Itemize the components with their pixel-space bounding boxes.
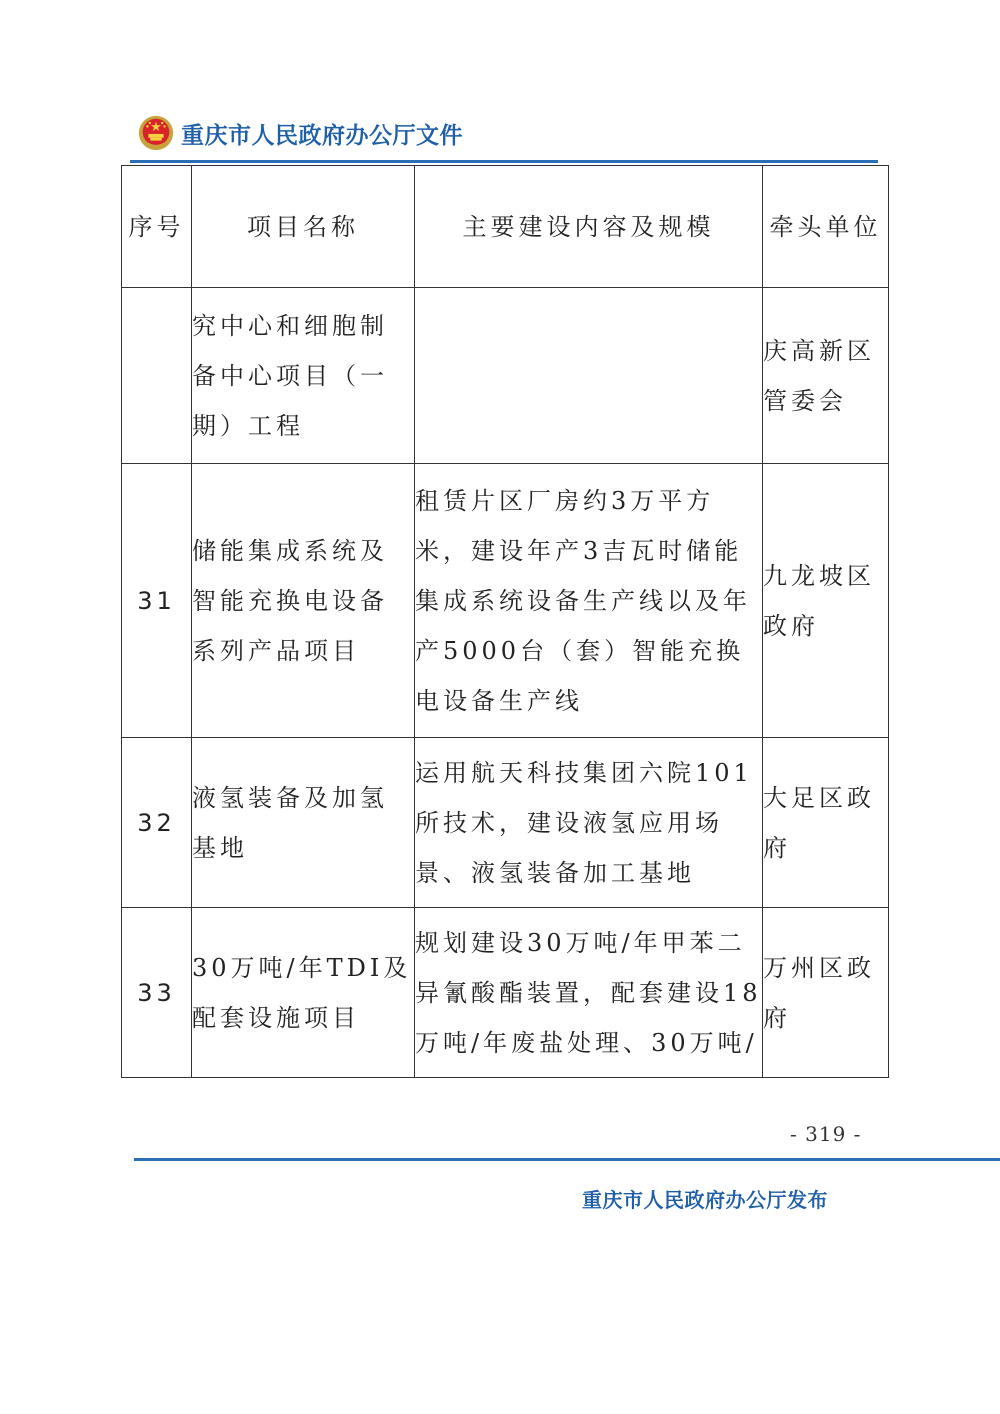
column-header-name: 项目名称 [192, 166, 415, 288]
table-row [122, 464, 889, 738]
header-title: 重庆市人民政府办公厅文件 [181, 121, 463, 149]
project-table [121, 165, 889, 1078]
row-lead-unit: 大足区政府 [763, 738, 889, 908]
table-row [122, 908, 889, 1078]
column-header-lead: 牵头单位 [763, 166, 889, 288]
row-content: 租赁片区厂房约3万平方米，建设年产3吉瓦时储能集成系统设备生产线以及年产5000台（套）智能充换电设备生产线 [415, 464, 763, 738]
row-index: 32 [122, 738, 192, 908]
row-content: 规划建设30万吨/年甲苯二异氰酸酯装置，配套建设18万吨/年废盐处理、30万吨/ [415, 908, 763, 1078]
table-row [122, 288, 889, 464]
table-header-row [122, 166, 889, 288]
row-lead-unit: 庆高新区管委会 [763, 288, 889, 464]
table-row [122, 738, 889, 908]
row-index: 33 [122, 908, 192, 1078]
row-project-name: 液氢装备及加氢基地 [192, 738, 415, 908]
national-emblem-icon [137, 114, 175, 152]
row-index [122, 288, 192, 464]
page-number: - 319 - [790, 1122, 862, 1146]
row-content [415, 288, 763, 464]
row-index: 31 [122, 464, 192, 738]
header-divider [130, 160, 878, 163]
row-lead-unit: 万州区政府 [763, 908, 889, 1078]
row-project-name: 储能集成系统及智能充换电设备系列产品项目 [192, 464, 415, 738]
footer-divider [134, 1158, 1000, 1161]
row-project-name: 30万吨/年TDI及配套设施项目 [192, 908, 415, 1078]
column-header-content: 主要建设内容及规模 [415, 166, 763, 288]
column-header-index: 序号 [122, 166, 192, 288]
row-content: 运用航天科技集团六院101所技术，建设液氢应用场景、液氢装备加工基地 [415, 738, 763, 908]
row-lead-unit: 九龙坡区政府 [763, 464, 889, 738]
footer-publisher: 重庆市人民政府办公厅发布 [582, 1188, 828, 1212]
row-project-name: 究中心和细胞制备中心项目（一期）工程 [192, 288, 415, 464]
document-header [137, 112, 463, 154]
